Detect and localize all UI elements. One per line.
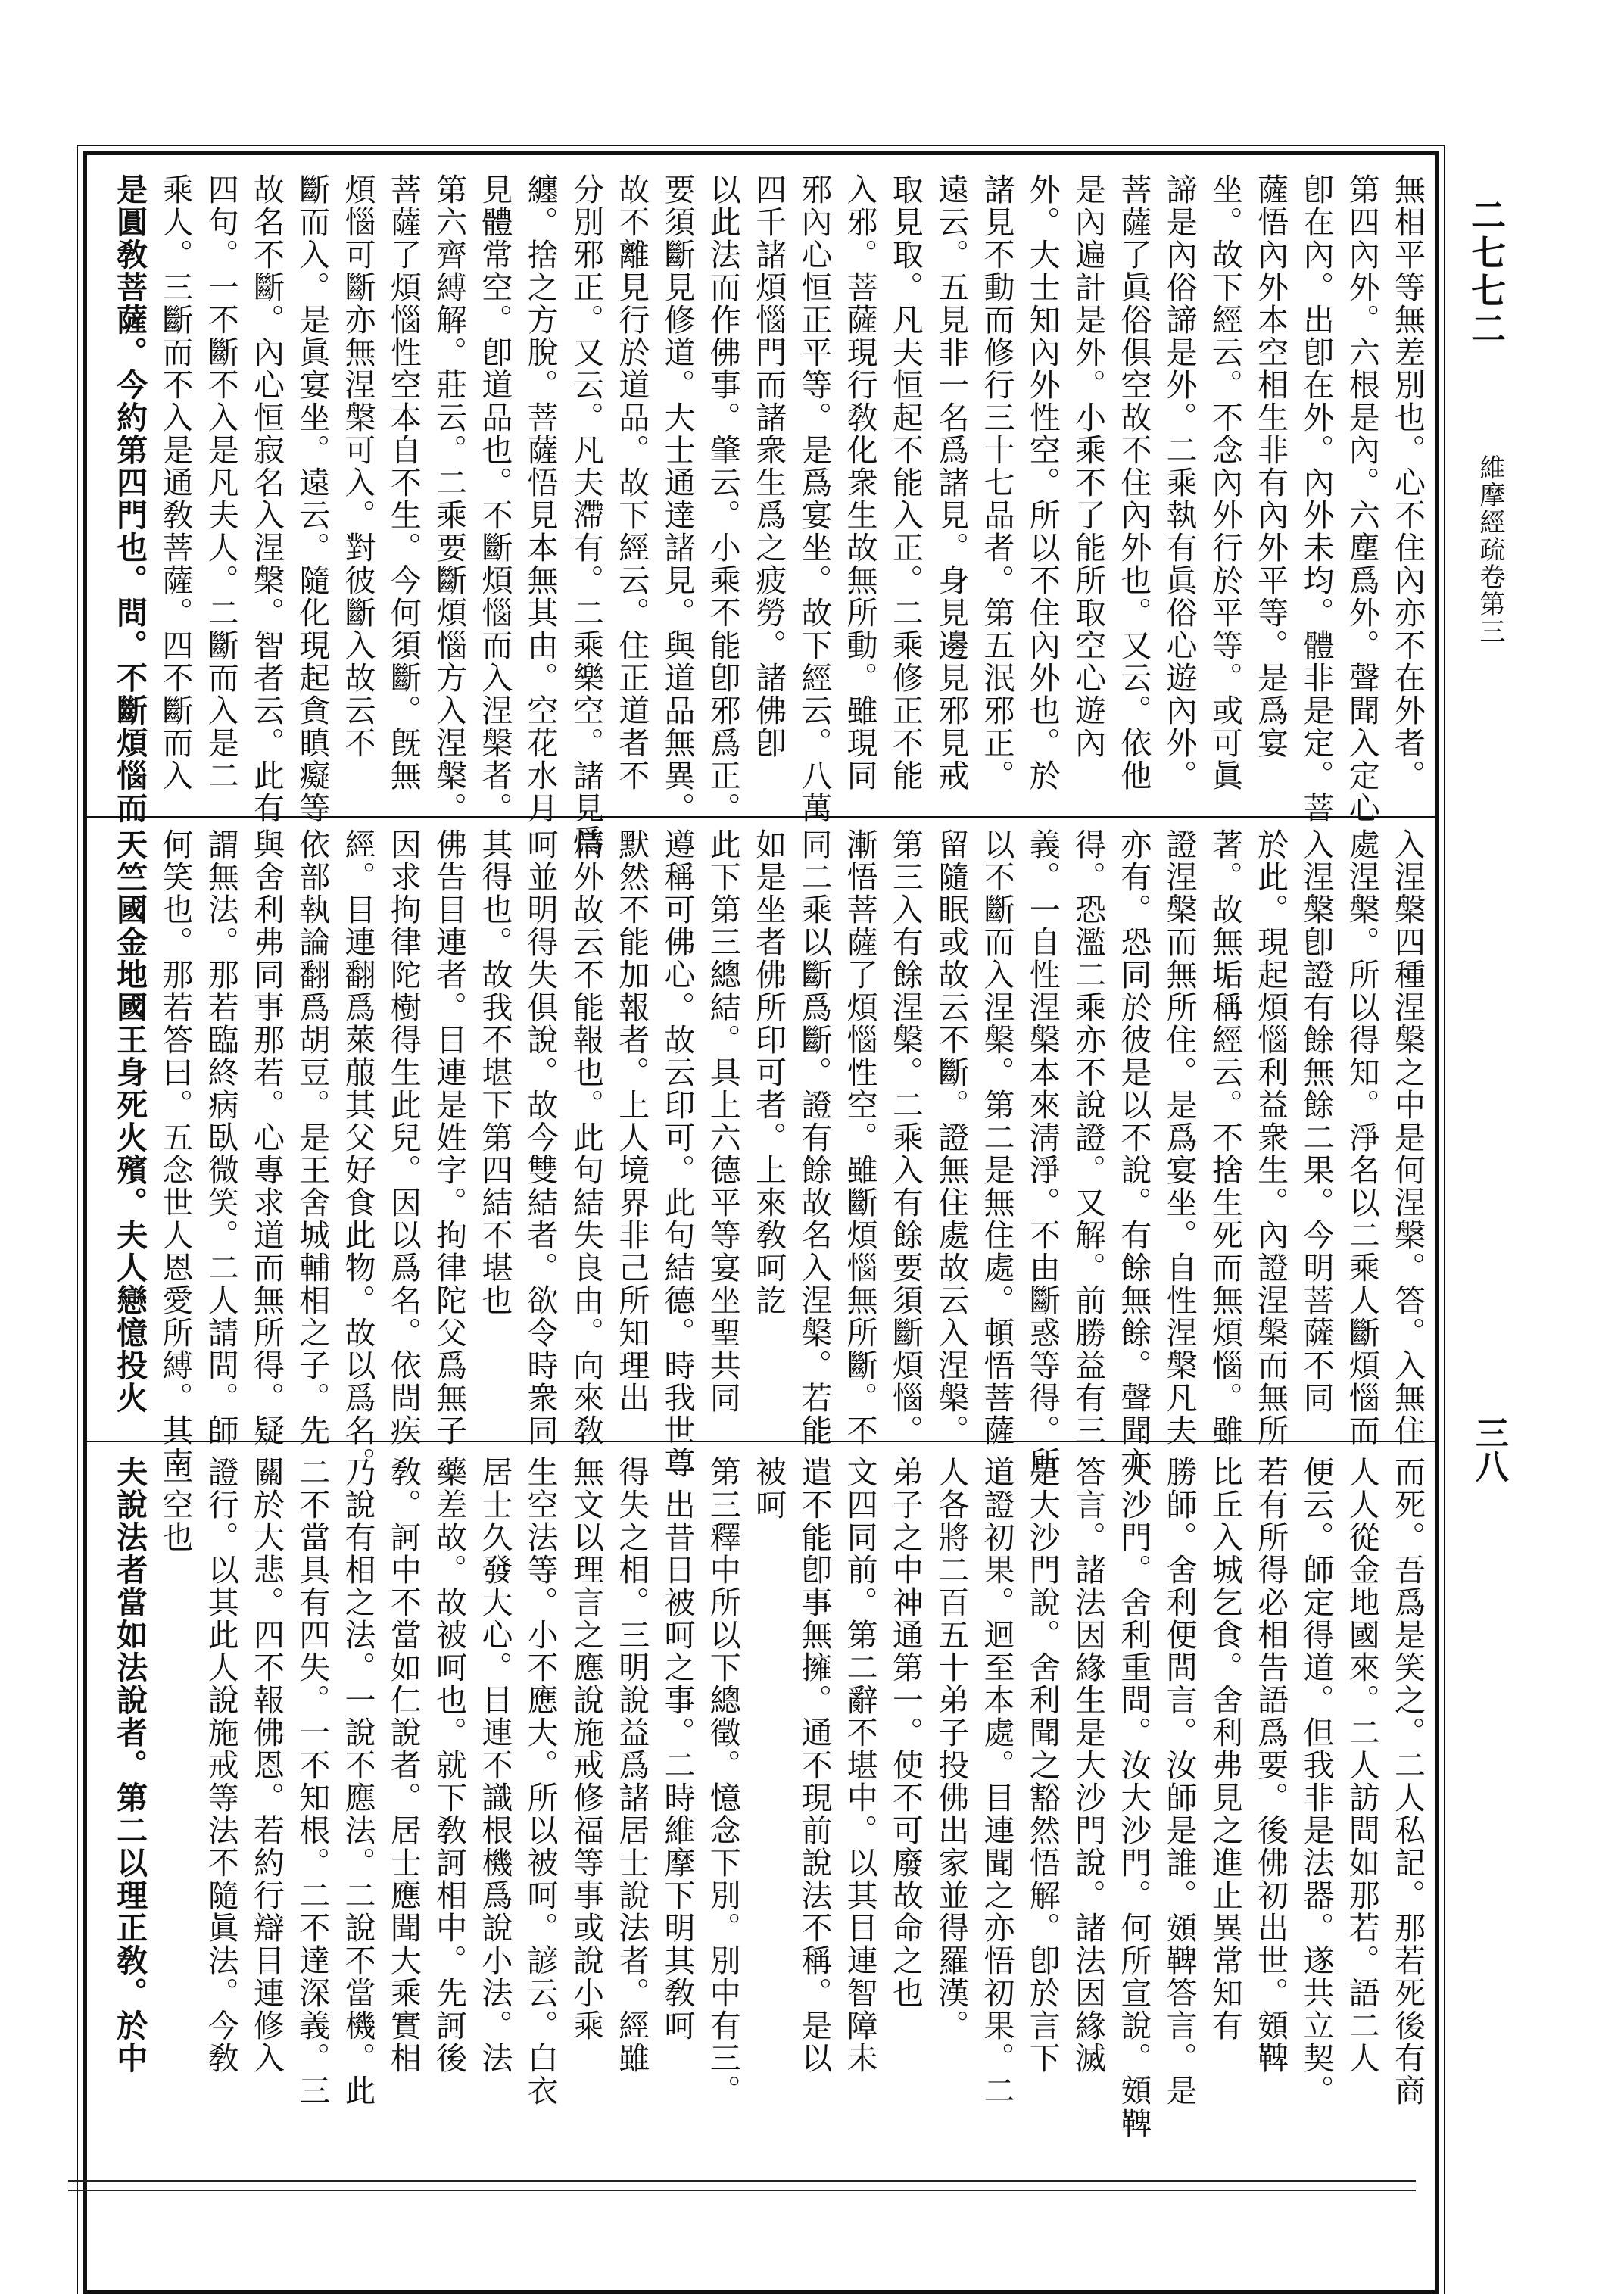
- text-column: 藥差故。故被呵也。就下敎訶相中。先訶後: [431, 1456, 468, 2074]
- text-column: 諦是內俗諦是外。二乘執有眞俗心遊內外。: [1161, 173, 1198, 792]
- page-header-number: 二七七二: [1466, 197, 1507, 348]
- text-column: 義。一自性涅槃本來淸淨。不由斷惑等得。所: [1024, 828, 1061, 1479]
- text-column: 敎。訶中不當如仁說者。居士應聞大乘實相: [385, 1456, 422, 2074]
- text-register-1: [86, 154, 1436, 857]
- text-column: 何笑也。那若答曰。五念世人恩愛所縛。其南: [157, 828, 194, 1479]
- text-column: 取見取。凡夫恒起不能入正。二乘修正不能: [887, 173, 924, 792]
- text-column: 情外故云不能報也。此句結失良由。向來敎: [567, 828, 604, 1447]
- text-column: 菩薩了煩惱性空本自不生。今何須斷。旣無: [385, 173, 422, 792]
- text-column: 分別邪正。又云。凡夫滯有。二乘樂空。諸見爲: [567, 173, 604, 857]
- text-column: 入邪。菩薩現行敎化衆生故無所動。雖現同: [841, 173, 878, 792]
- text-column: 留隨眠或故云不斷。證無住處故云入涅槃。: [933, 828, 970, 1447]
- text-column: 得。恐濫二乘亦不說證。又解。前勝益有三: [1070, 828, 1107, 1447]
- text-column: 薩悟內外本空相生非有內外平等。是爲宴: [1252, 173, 1289, 759]
- text-register-3: [86, 1441, 1436, 2140]
- text-column: 菩薩了眞俗俱空故不住內外也。又云。依他: [1115, 173, 1152, 792]
- text-column: 如是坐者佛所印可者。上來敎呵訖: [750, 828, 787, 1317]
- text-column: 故不離見行於道品。故下經云。住正道者不: [613, 173, 650, 792]
- text-column: 大沙門。舍利重問。汝大沙門。何所宣說。頞鞞: [1115, 1456, 1152, 2140]
- text-column: 得失之相。三明說益爲諸居士說法者。經雖: [613, 1456, 650, 2074]
- text-column: 漸悟菩薩了煩惱性空。雖斷煩惱無所斷。不: [841, 828, 878, 1447]
- text-column: 遠云。五見非一名爲諸見。身見邊見邪見戒: [933, 173, 970, 792]
- text-column: 四句。一不斷不入是凡夫人。二斷而入是二: [202, 173, 239, 792]
- text-column: 以此法而作佛事。肇云。小乘不能卽邪爲正。: [704, 173, 741, 824]
- text-column: 外。大士知內外性空。所以不住內外也。於: [1024, 173, 1061, 792]
- text-column: 遣不能卽事無擁。通不現前說法不稱。是以: [796, 1456, 833, 2074]
- text-column: 道證初果。迴至本處。目連聞之亦悟初果。二: [978, 1456, 1015, 2107]
- running-title: 維摩經疏卷第三: [1475, 454, 1505, 645]
- text-column: 便云。師定得道。但我非是法器。遂共立契。: [1298, 1456, 1335, 2107]
- text-column: 與舍利弗同事那若。心專求道而無所得。疑: [248, 828, 285, 1447]
- text-column: 一出昔日被呵之事。二時維摩下明其敎呵: [659, 1456, 696, 2042]
- text-column: 關於大悲。四不報佛恩。若約行辯目連修入: [248, 1456, 285, 2074]
- bottom-rule: [68, 2190, 1416, 2191]
- text-column: 纏。捨之方脫。菩薩悟見本無其由。空花水月: [522, 173, 559, 824]
- text-column: 亦有。恐同於彼是以不說。有餘無餘。聲聞亦: [1115, 828, 1152, 1479]
- text-column: 無相平等無差別也。心不住內亦不在外者。: [1389, 173, 1426, 792]
- page-frame: [83, 151, 1439, 2294]
- text-column: 文四同前。第二辭不堪中。以其目連智障未: [841, 1456, 878, 2074]
- text-column: 諸見不動而修行三十七品者。第五泯邪正。: [978, 173, 1015, 792]
- text-column: 二空也: [157, 1456, 194, 1554]
- text-column: 居士久發大心。目連不識根機爲說小法。法: [476, 1456, 513, 2074]
- text-column: 經。目連翻爲萊菔其父好食此物。故以爲名。: [339, 828, 376, 1479]
- text-column: 夫說法者當如法說者。第二以理正敎。於中: [111, 1456, 148, 2074]
- text-column: 謂無法。那若臨終病臥微笑。二人請問。師: [202, 828, 239, 1447]
- text-column: 遵稱可佛心。故云印可。此句結德。時我世尊: [659, 828, 696, 1479]
- folio-number: 三八: [1470, 1416, 1508, 1482]
- text-column: 同二乘以斷爲斷。證有餘故名入涅槃。若能: [796, 828, 833, 1447]
- text-column: 二不當具有四失。一不知根。二不達深義。三: [294, 1456, 331, 2107]
- text-column: 證行。以其此人說施戒等法不隨眞法。今敎: [202, 1456, 239, 2074]
- text-column: 要須斷見修道。大士通達諸見。與道品無異。: [659, 173, 696, 824]
- text-column: 人人從金地國來。二人訪問如那若。語二人: [1343, 1456, 1380, 2074]
- text-column: 勝師。舍利便問言。汝師是誰。頞鞞答言。是: [1161, 1456, 1198, 2107]
- text-column: 被呵: [750, 1456, 787, 1521]
- text-column: 生空法等。小不應大。所以被呵。諺云。白衣: [522, 1456, 559, 2107]
- text-column: 以不斷而入涅槃。第二是無住處。頓悟菩薩: [978, 828, 1015, 1447]
- text-column: 於此。現起煩惱利益衆生。內證涅槃而無所: [1252, 828, 1289, 1447]
- text-column: 天竺國金地國王身死火殯。夫人戀憶投火: [111, 828, 148, 1414]
- text-column: 故名不斷。內心恒寂名入涅槃。智者云。此有: [248, 173, 285, 824]
- text-column: 依部執論翻爲胡豆。是王舍城輔相之子。先: [294, 828, 331, 1447]
- text-column: 四千諸煩惱門而諸衆生爲之疲勞。諸佛卽: [750, 173, 787, 759]
- text-column: 因求拘律陀樹得生此兒。因以爲名。依問疾: [385, 828, 422, 1447]
- text-column: 無文以理言之應說施戒修福等事或說小乘: [567, 1456, 604, 2042]
- text-column: 第六齊縛解。莊云。二乘要斷煩惱方入涅槃。: [431, 173, 468, 824]
- text-column: 其得也。故我不堪下第四結不堪也: [476, 828, 513, 1317]
- text-column: 著。故無垢稱經云。不捨生死而無煩惱。雖: [1206, 828, 1243, 1447]
- text-column: 若有所得必相告語爲要。後佛初出世。頞鞞: [1252, 1456, 1289, 2074]
- text-column: 坐。故下經云。不念內外行於平等。或可眞: [1206, 173, 1243, 792]
- text-column: 弟子之中神通第一。使不可廢故命之也: [887, 1456, 924, 2009]
- text-column: 證涅槃而無所住。是爲宴坐。自性涅槃凡夫: [1161, 828, 1198, 1447]
- text-column: 乃說有相之法。一說不應法。二說不當機。此: [339, 1456, 376, 2107]
- text-column: 比丘入城乞食。舍利弗見之進止異常知有: [1206, 1456, 1243, 2042]
- text-column: 煩惱可斷亦無涅槃可入。對彼斷入故云不: [339, 173, 376, 759]
- text-column: 第三釋中所以下總徵。憶念下別。別中有三。: [704, 1456, 741, 2107]
- text-column: 是內遍計是外。小乘不了能所取空心遊內: [1070, 173, 1107, 759]
- text-column: 默然不能加報者。上人境界非己所知理出: [613, 828, 650, 1414]
- text-column: 斷而入。是眞宴坐。遠云。隨化現起貪瞋癡等: [294, 173, 331, 824]
- text-column: 答言。諸法因緣生是大沙門說。諸法因緣滅: [1070, 1456, 1107, 2074]
- text-column: 而死。吾爲是笑之。二人私記。那若死後有商: [1389, 1456, 1426, 2107]
- text-column: 佛告目連者。目連是姓字。拘律陀父爲無子: [431, 828, 468, 1447]
- text-column: 人各將二百五十弟子投佛出家並得羅漢。: [933, 1456, 970, 2042]
- bottom-rule: [68, 2180, 1416, 2182]
- text-column: 邪內心恒正平等。是爲宴坐。故下經云。八萬: [796, 173, 833, 824]
- text-column: 入涅槃四種涅槃之中是何涅槃。答。入無住: [1389, 828, 1426, 1447]
- text-column: 呵並明得失俱說。故今雙結者。欲令時衆同: [522, 828, 559, 1447]
- text-register-2: [86, 816, 1436, 1479]
- text-column: 卽在內。出卽在外。內外未均。體非是定。菩: [1298, 173, 1335, 824]
- text-column: 第四內外。六根是內。六塵爲外。聲聞入定心: [1343, 173, 1380, 824]
- text-column: 處涅槃。所以得知。淨名以二乘人斷煩惱而: [1343, 828, 1380, 1447]
- text-column: 是圓敎菩薩。今約第四門也。問。不斷煩惱而: [111, 173, 148, 824]
- text-column: 第三入有餘涅槃。二乘入有餘要須斷煩惱。: [887, 828, 924, 1447]
- text-column: 此下第三總結。具上六德平等宴坐聖共同: [704, 828, 741, 1414]
- text-column: 是大沙門說。舍利聞之豁然悟解。卽於言下: [1024, 1456, 1061, 2074]
- text-column: 見體常空。卽道品也。不斷煩惱而入涅槃者。: [476, 173, 513, 824]
- text-column: 入涅槃卽證有餘無餘二果。今明菩薩不同: [1298, 828, 1335, 1414]
- text-column: 乘人。三斷而不入是通敎菩薩。四不斷而入: [157, 173, 194, 792]
